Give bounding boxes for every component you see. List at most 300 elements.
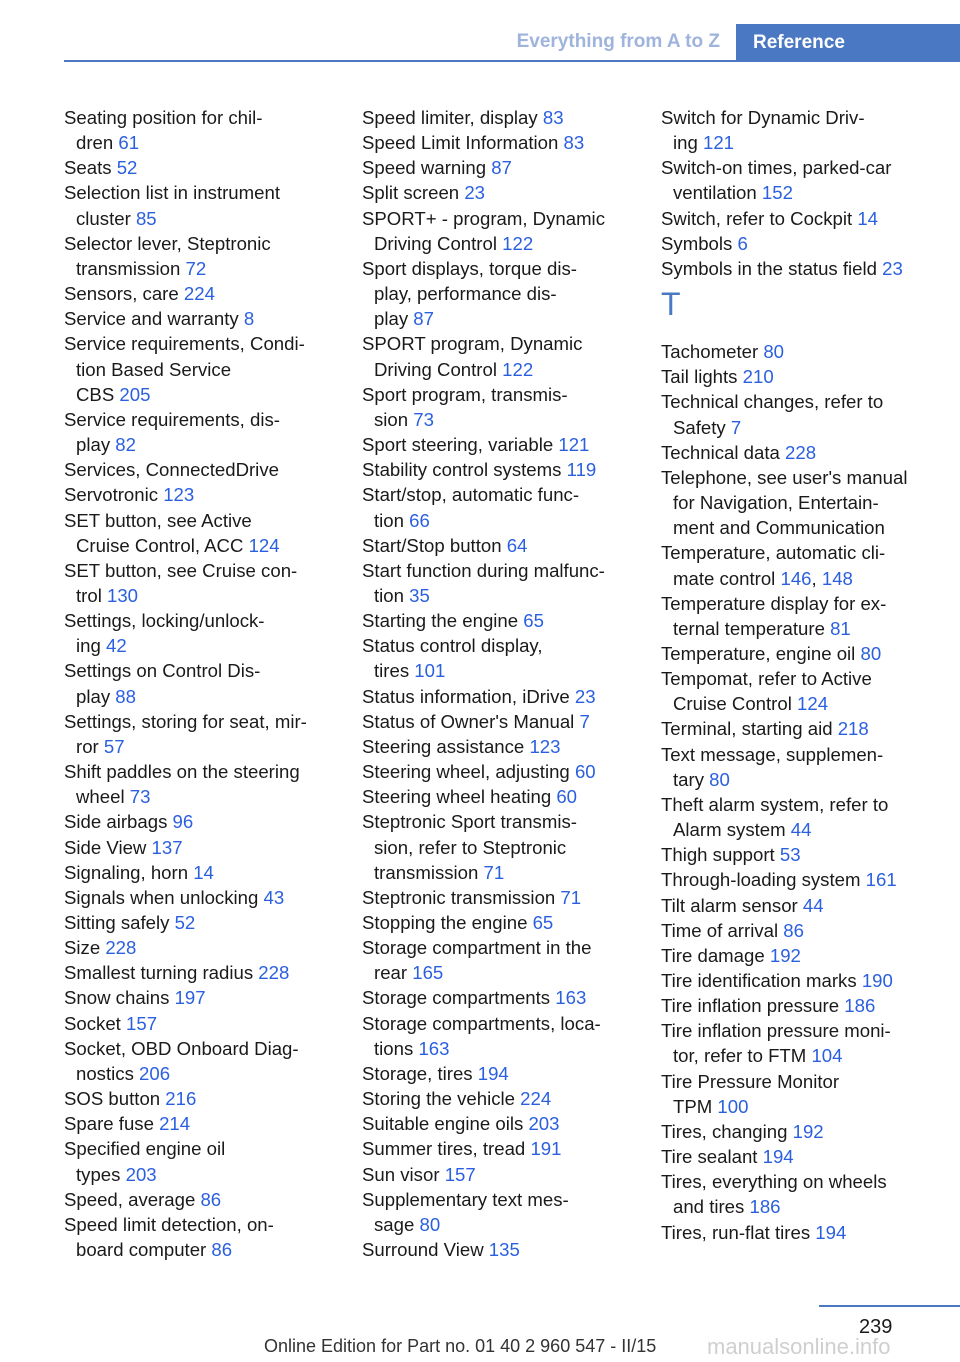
index-entry <box>661 943 951 968</box>
page-link[interactable]: 44 <box>802 894 824 916</box>
page-link[interactable]: 119 <box>566 459 597 481</box>
index-entry <box>362 206 638 256</box>
index-entry <box>661 256 951 281</box>
index-entry <box>362 633 638 683</box>
entry-text: trol <box>76 584 107 606</box>
entry-text: ing <box>673 132 703 154</box>
entry-text: Sun visor <box>362 1163 445 1185</box>
page-link[interactable]: 60 <box>574 761 596 783</box>
page-link[interactable]: 121 <box>702 132 735 154</box>
index-entry <box>362 885 638 910</box>
page-link[interactable]: 44 <box>790 819 812 841</box>
index-entry <box>661 206 951 231</box>
index-entry <box>64 155 338 180</box>
page-link[interactable]: 86 <box>783 919 804 941</box>
entry-text: board computer <box>76 1239 212 1261</box>
entry-text: Storage compartments, loca- <box>362 1012 601 1034</box>
index-entry <box>362 382 638 432</box>
entry-text: Tire Pressure Monitor <box>661 1070 840 1092</box>
entry-text: Tire damage <box>661 944 770 966</box>
index-entry <box>64 1086 338 1111</box>
page-link[interactable]: 88 <box>115 685 136 707</box>
index-entry <box>362 482 638 532</box>
page-link[interactable]: 80 <box>860 642 882 664</box>
page-link[interactable]: 124 <box>797 693 829 715</box>
page-link[interactable]: 104 <box>811 1045 843 1067</box>
index-entry <box>661 591 951 641</box>
page-link[interactable]: 224 <box>183 283 215 305</box>
entry-text: play <box>76 685 116 707</box>
entry-text: Signaling, horn <box>64 861 194 883</box>
entry-text: Status of Owner's Manual <box>362 710 580 732</box>
entry-text: Socket <box>64 1012 127 1034</box>
page-link[interactable]: 228 <box>785 441 817 463</box>
entry-text: for Navigation, Entertain- <box>673 492 879 514</box>
entry-text: tary <box>673 768 710 790</box>
index-entry <box>362 608 638 633</box>
entry-text: Services, ConnectedDrive <box>64 459 279 481</box>
entry-text: Sensors, care <box>64 283 184 305</box>
page-link[interactable]: 64 <box>506 534 528 556</box>
index-entry <box>362 910 638 935</box>
entry-text: Technical data <box>661 441 786 463</box>
index-entry <box>661 968 951 993</box>
index-entry <box>64 759 338 809</box>
index-entry <box>661 641 951 666</box>
page-link[interactable]: 163 <box>555 987 587 1009</box>
index-entry <box>362 784 638 809</box>
index-entry <box>661 540 951 590</box>
index-entry <box>64 281 338 306</box>
index-entry <box>64 860 338 885</box>
page-link[interactable]: 123 <box>163 484 195 506</box>
entry-text: Tachometer <box>661 341 764 363</box>
entry-text: tor, refer to FTM <box>673 1045 812 1067</box>
page-link[interactable]: 228 <box>105 937 137 959</box>
page-link[interactable]: 71 <box>483 861 505 883</box>
entry-text: tion <box>374 584 410 606</box>
index-entry <box>362 1111 638 1136</box>
index-entry <box>661 918 951 943</box>
page-link[interactable]: 61 <box>118 132 140 154</box>
entry-text: Smallest turning radius <box>64 962 259 984</box>
page-link[interactable]: 100 <box>717 1095 749 1117</box>
entry-text: Start function during malfunc- <box>362 559 605 581</box>
index-entry <box>661 155 951 205</box>
entry-text: Tire sealant <box>661 1146 763 1168</box>
entry-text: Cruise Control, ACC <box>76 534 249 556</box>
page-link[interactable]: 214 <box>159 1113 191 1135</box>
page-link[interactable]: 83 <box>542 107 564 128</box>
entry-text: mate control <box>673 567 781 589</box>
entry-text: Service and warranty <box>64 308 244 330</box>
entry-text: Seating position for chil- <box>64 107 263 128</box>
watermark: manualsonline.info <box>707 1334 891 1359</box>
page-separator: , <box>811 567 822 589</box>
index-entry <box>362 533 638 558</box>
page-link[interactable]: 152 <box>761 182 793 204</box>
index-entry <box>64 331 338 406</box>
index-entry <box>362 155 638 180</box>
entry-text: Snow chains <box>64 987 175 1009</box>
page-link[interactable]: 80 <box>419 1213 441 1235</box>
page-link[interactable]: 228 <box>258 962 290 984</box>
entry-text: and tires <box>673 1196 750 1218</box>
entry-text: Specified engine oil <box>64 1138 226 1160</box>
page-link[interactable]: 72 <box>185 257 207 279</box>
page-link[interactable]: 23 <box>882 257 903 279</box>
index-letter-heading: T <box>661 286 681 323</box>
page-link[interactable]: 7 <box>579 710 590 732</box>
index-entry <box>362 759 638 784</box>
page-link[interactable]: 87 <box>413 308 434 330</box>
index-entry <box>362 734 638 759</box>
index-column-1 <box>64 105 338 1262</box>
index-entry <box>661 364 951 389</box>
index-entry <box>661 842 951 867</box>
index-column-2 <box>362 105 638 1262</box>
entry-text: Switch, refer to Cockpit <box>661 207 858 229</box>
index-entry <box>362 432 638 457</box>
index-entry <box>661 867 951 892</box>
index-entry <box>661 893 951 918</box>
entry-text: Driving Control <box>374 232 503 254</box>
entry-text: Tempomat, refer to Active <box>661 668 872 690</box>
entry-text: play <box>374 308 414 330</box>
index-entry <box>64 910 338 935</box>
index-entry <box>362 130 638 155</box>
entry-text: Telephone, see user's manual <box>661 466 908 488</box>
index-entry <box>64 935 338 960</box>
index-entry <box>661 1018 951 1068</box>
index-entry <box>362 180 638 205</box>
page-link[interactable]: 121 <box>558 434 590 456</box>
entry-text: ing <box>76 635 106 657</box>
entry-text: Sitting safely <box>64 912 175 933</box>
entry-text: Servotronic <box>64 484 164 506</box>
entry-text: ror <box>76 735 104 757</box>
page-link[interactable]: 122 <box>502 232 534 254</box>
entry-text: TPM <box>673 1095 718 1117</box>
entry-text: Text message, supplemen- <box>661 743 884 765</box>
entry-text: Service requirements, dis- <box>64 408 280 430</box>
entry-text: transmission <box>76 257 186 279</box>
index-entry <box>64 960 338 985</box>
entry-text: Technical changes, refer to <box>661 391 884 413</box>
page-link[interactable]: 192 <box>769 944 801 966</box>
page-link[interactable]: 35 <box>409 584 430 606</box>
page-link[interactable]: 82 <box>115 434 136 456</box>
entry-text: Temperature, automatic cli- <box>661 542 886 564</box>
index-entry <box>362 457 638 482</box>
page-link[interactable]: 192 <box>792 1120 824 1142</box>
page-link[interactable]: 124 <box>248 534 280 556</box>
entry-text: wheel <box>76 786 130 808</box>
entry-text: Size <box>64 937 106 959</box>
page-link[interactable]: 14 <box>857 207 879 229</box>
index-entry <box>362 1136 638 1161</box>
entry-text: Storage compartment in the <box>362 937 592 959</box>
index-entry <box>64 885 338 910</box>
entry-text: ment and Communication <box>673 517 885 539</box>
page-link[interactable]: 52 <box>116 157 138 179</box>
index-entry <box>64 709 338 759</box>
index-entry <box>64 809 338 834</box>
page-link[interactable]: 43 <box>263 886 285 908</box>
entry-text: tion Based Service <box>76 358 232 380</box>
page-link[interactable]: 23 <box>574 685 596 707</box>
entry-text: Temperature, engine oil <box>661 642 861 664</box>
page-link[interactable]: 65 <box>523 610 544 632</box>
index-entry <box>64 1212 338 1262</box>
entry-text: Shift paddles on the steering <box>64 761 300 783</box>
entry-text: Surround View <box>362 1239 489 1261</box>
entry-text: tions <box>374 1037 419 1059</box>
entry-text: Storage compartments <box>362 987 556 1009</box>
entry-text: SOS button <box>64 1088 166 1110</box>
page-link[interactable]: 65 <box>532 912 554 933</box>
index-entry <box>661 742 951 792</box>
page-link[interactable]: 86 <box>200 1188 222 1210</box>
page-link[interactable]: 210 <box>742 366 774 388</box>
index-entry <box>661 792 951 842</box>
entry-text: Sport steering, variable <box>362 434 559 456</box>
index-entry <box>64 1187 338 1212</box>
entry-text: tion <box>374 509 410 531</box>
entry-text: Summer tires, tread <box>362 1138 531 1160</box>
page-link[interactable]: 203 <box>528 1113 560 1135</box>
entry-text: Stopping the engine <box>362 912 533 933</box>
entry-text: Seats <box>64 157 117 179</box>
index-entry <box>661 105 951 155</box>
entry-text: Steering wheel heating <box>362 786 557 808</box>
entry-text: Storage, tires <box>362 1062 478 1084</box>
entry-text: Split screen <box>362 182 465 204</box>
entry-text: sage <box>374 1213 420 1235</box>
index-entry <box>661 993 951 1018</box>
index-entry <box>64 180 338 230</box>
index-entry <box>64 457 338 482</box>
entry-text: Starting the engine <box>362 610 524 632</box>
page-link[interactable]: 218 <box>837 718 869 740</box>
entry-text: Status control display, <box>362 635 543 657</box>
page-link[interactable]: 85 <box>135 207 157 229</box>
page-link[interactable]: 137 <box>151 836 183 858</box>
index-entry <box>362 1011 638 1061</box>
page-link[interactable]: 186 <box>844 995 876 1017</box>
page-link[interactable]: 83 <box>563 132 585 154</box>
entry-text: Start/Stop button <box>362 534 507 556</box>
entry-text: play, performance dis- <box>374 283 557 305</box>
entry-text: SET button, see Active <box>64 509 252 531</box>
index-entry <box>362 684 638 709</box>
page-link[interactable]: 87 <box>491 157 512 179</box>
entry-text: transmission <box>374 861 484 883</box>
page-number: 239 <box>859 1316 893 1338</box>
entry-text: ventilation <box>673 182 762 204</box>
entry-text: Symbols <box>661 232 738 254</box>
page-link[interactable]: 96 <box>172 811 194 833</box>
index-entry <box>362 331 638 381</box>
page-link[interactable]: 8 <box>243 308 255 330</box>
page-link[interactable]: 23 <box>464 182 485 204</box>
page-link[interactable]: 80 <box>763 341 784 363</box>
index-entry <box>64 105 338 155</box>
entry-text: Sport program, transmis- <box>362 383 568 405</box>
entry-text: types <box>76 1163 126 1185</box>
page-link[interactable]: 71 <box>560 886 582 908</box>
page-link[interactable]: 52 <box>174 912 196 933</box>
index-entry <box>362 1086 638 1111</box>
entry-text: Storing the vehicle <box>362 1088 521 1110</box>
page-link[interactable]: 6 <box>737 232 748 254</box>
entry-text: Status information, iDrive <box>362 685 575 707</box>
index-entry <box>64 508 338 558</box>
entry-text: Service requirements, Condi- <box>64 333 305 355</box>
entry-text: Steering assistance <box>362 735 530 757</box>
entry-text: sion <box>374 408 414 430</box>
entry-text: Thigh support <box>661 844 780 866</box>
index-entry <box>362 1237 638 1262</box>
entry-text: Supplementary text mes- <box>362 1188 569 1210</box>
index-entry <box>64 1036 338 1086</box>
entry-text: Steering wheel, adjusting <box>362 761 575 783</box>
entry-text: Driving Control <box>374 358 503 380</box>
page-link[interactable]: 73 <box>413 408 434 430</box>
page-link[interactable]: 66 <box>409 509 430 531</box>
page-link[interactable]: 122 <box>502 358 534 380</box>
entry-text: Switch for Dynamic Driv- <box>661 107 865 128</box>
header-section-title: Everything from A to Z <box>516 31 720 52</box>
index-entry <box>64 558 338 608</box>
entry-text: Tires, run-flat tires <box>661 1221 816 1243</box>
entry-text: Alarm system <box>673 819 791 841</box>
page-link[interactable]: 194 <box>815 1221 847 1243</box>
page-link[interactable]: 165 <box>412 962 444 984</box>
page-link[interactable]: 146 <box>780 567 812 589</box>
header-chapter-tab: Reference <box>736 24 960 62</box>
page-link[interactable]: 73 <box>129 786 151 808</box>
index-entry <box>661 440 951 465</box>
entry-text: Tire identification marks <box>661 970 862 991</box>
header-rule <box>64 60 960 62</box>
page-link[interactable]: 7 <box>730 416 742 438</box>
index-entry <box>64 231 338 281</box>
index-entry <box>64 1136 338 1186</box>
page-header <box>0 0 960 64</box>
entry-text: ternal temperature <box>673 617 831 639</box>
index-entry <box>64 1011 338 1036</box>
index-entry <box>64 835 338 860</box>
page-link[interactable]: 194 <box>477 1062 509 1084</box>
page-link[interactable]: 157 <box>126 1012 158 1034</box>
entry-text: nostics <box>76 1062 140 1084</box>
entry-text: Tires, changing <box>661 1120 793 1142</box>
entry-text: Steptronic transmission <box>362 886 561 908</box>
index-entry <box>64 306 338 331</box>
page-link[interactable]: 216 <box>165 1088 197 1110</box>
entry-text: Speed limit detection, on- <box>64 1213 274 1235</box>
page-link[interactable]: 224 <box>520 1088 552 1110</box>
footer-rule <box>819 1305 960 1307</box>
page-link[interactable]: 123 <box>529 735 561 757</box>
entry-text: Sport displays, torque dis- <box>362 257 577 279</box>
page-link[interactable]: 57 <box>103 735 125 757</box>
index-entry <box>64 985 338 1010</box>
entry-text: Temperature display for ex- <box>661 592 887 614</box>
page-link[interactable]: 205 <box>119 383 151 405</box>
entry-text: play <box>76 434 116 456</box>
page-link[interactable]: 130 <box>107 584 139 606</box>
entry-text: cluster <box>76 207 136 229</box>
index-entry <box>661 339 951 364</box>
page-link[interactable]: 157 <box>444 1163 476 1185</box>
page-link[interactable]: 42 <box>105 635 127 657</box>
index-entry <box>362 985 638 1010</box>
entry-text: Speed limiter, display <box>362 107 543 128</box>
page-link[interactable]: 14 <box>193 861 214 883</box>
entry-text: tires <box>374 660 415 682</box>
page-link[interactable]: 60 <box>556 786 578 808</box>
index-entry <box>362 1162 638 1187</box>
page-link[interactable]: 190 <box>861 970 893 991</box>
index-entry <box>64 658 338 708</box>
page-link[interactable]: 206 <box>139 1062 171 1084</box>
page-link[interactable]: 161 <box>865 869 897 891</box>
entry-text: Settings, storing for seat, mir- <box>64 710 307 732</box>
entry-text: Suitable engine oils <box>362 1113 529 1135</box>
page-link[interactable]: 191 <box>530 1138 562 1160</box>
index-entry <box>362 1061 638 1086</box>
index-entry <box>661 231 951 256</box>
entry-text: Selector lever, Steptronic <box>64 232 271 254</box>
index-entry <box>362 105 638 130</box>
index-column-3 <box>661 105 951 1245</box>
index-entry <box>362 809 638 884</box>
index-entry <box>661 666 951 716</box>
entry-text: Socket, OBD Onboard Diag- <box>64 1037 299 1059</box>
page-link[interactable]: 194 <box>762 1146 794 1168</box>
index-entry <box>64 1111 338 1136</box>
page-link[interactable]: 53 <box>779 844 801 866</box>
index-entry <box>362 256 638 331</box>
page-link[interactable]: 186 <box>749 1196 781 1218</box>
page-link[interactable]: 203 <box>125 1163 157 1185</box>
entry-text: Cruise Control <box>673 693 798 715</box>
page-link[interactable]: 86 <box>211 1239 233 1261</box>
page-link[interactable]: 80 <box>709 768 730 790</box>
index-entry <box>661 1220 951 1245</box>
page-link[interactable]: 101 <box>414 660 446 682</box>
entry-text: Speed Limit Information <box>362 132 564 154</box>
entry-text: Signals when unlocking <box>64 886 264 908</box>
index-entry <box>661 716 951 741</box>
entry-text: Settings, locking/unlock- <box>64 610 265 632</box>
entry-text: Switch-on times, parked-car <box>661 157 892 179</box>
entry-text: Speed warning <box>362 157 492 179</box>
page-link[interactable]: 197 <box>174 987 206 1009</box>
entry-text: Theft alarm system, refer to <box>661 793 889 815</box>
entry-text: CBS <box>76 383 120 405</box>
page-link[interactable]: 135 <box>488 1239 520 1261</box>
entry-text: SPORT program, Dynamic <box>362 333 583 355</box>
entry-text: Start/stop, automatic func- <box>362 484 580 506</box>
page-link[interactable]: 163 <box>418 1037 450 1059</box>
page-link[interactable]: 81 <box>830 617 851 639</box>
entry-text: Stability control systems <box>362 459 567 481</box>
page-link[interactable]: 148 <box>821 567 853 589</box>
entry-text: Speed, average <box>64 1188 201 1210</box>
